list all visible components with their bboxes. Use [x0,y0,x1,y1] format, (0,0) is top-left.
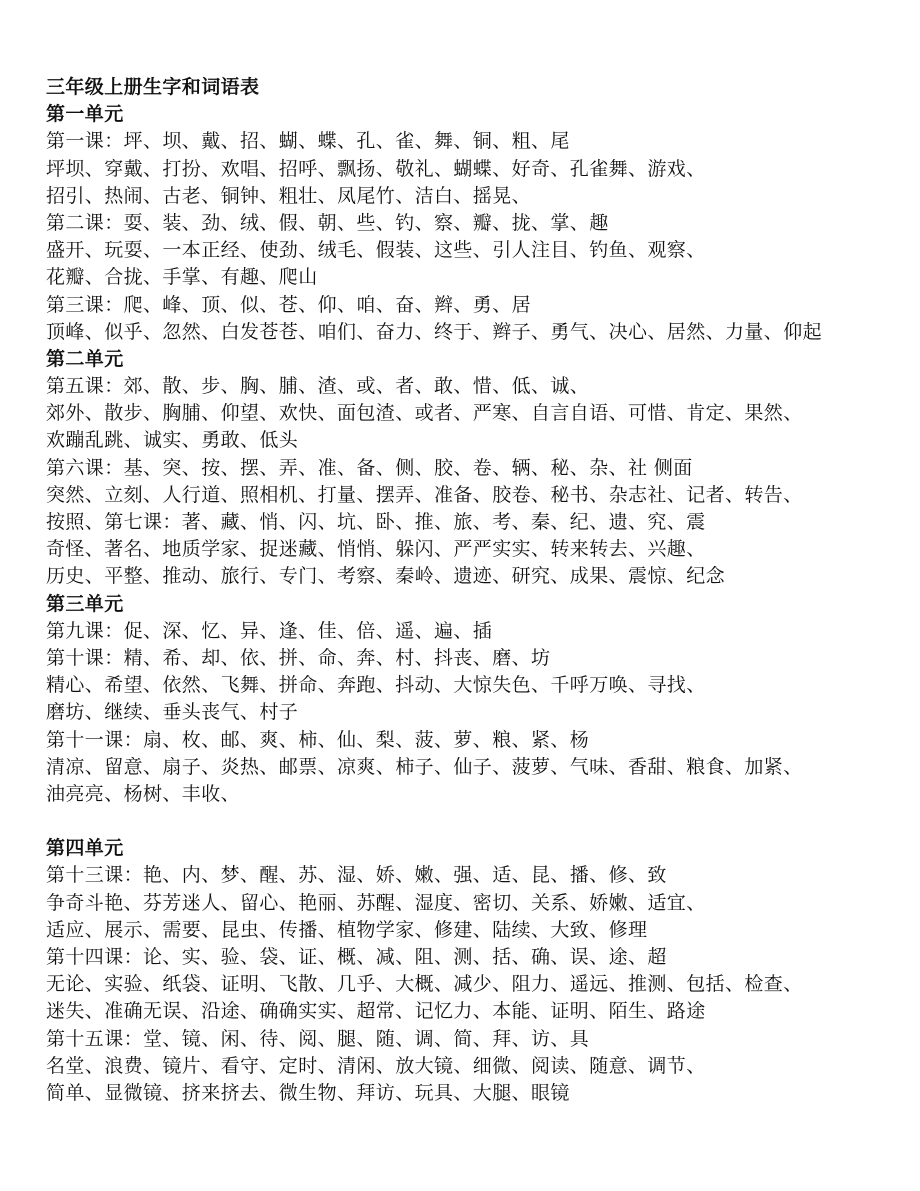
text-line: 适应、展示、需要、昆虫、传播、植物学家、修建、陆续、大致、修理 [46,918,648,941]
unit-heading: 第一单元 [46,103,124,126]
unit-heading: 第二单元 [46,347,124,370]
text-line: 名堂、浪费、镜片、看守、定时、清闲、放大镜、细微、阅读、随意、调节、 [46,1054,706,1077]
text-line: 精心、希望、依然、飞舞、拼命、奔跑、抖动、大惊失色、千呼万唤、寻找、 [46,674,706,697]
unit-heading: 第四单元 [46,837,124,860]
text-line: 第六课：基、突、按、摆、弄、准、备、侧、胶、卷、辆、秘、杂、社 侧面 [46,456,693,479]
text-line: 第九课：促、深、忆、异、逢、佳、倍、遥、遍、插 [46,619,493,642]
blank-line [46,808,876,835]
text-line: 磨坊、继续、垂头丧气、村子 [46,701,299,724]
text-line: 清凉、留意、扇子、炎热、邮票、凉爽、柿子、仙子、菠萝、气味、香甜、粮食、加紧、 [46,755,803,778]
document-page [46,74,876,1107]
text-line: 争奇斗艳、芬芳迷人、留心、艳丽、苏醒、湿度、密切、关系、娇嫩、适宜、 [46,891,706,914]
text-line: 突然、立刻、人行道、照相机、打量、摆弄、准备、胶卷、秘书、杂志社、记者、转告、 [46,483,803,506]
text-line: 迷失、准确无误、沿途、确确实实、超常、记忆力、本能、证明、陌生、路途 [46,1000,706,1023]
text-line: 简单、显微镜、挤来挤去、微生物、拜访、玩具、大腿、眼镜 [46,1081,570,1104]
text-line: 欢蹦乱跳、诚实、勇敢、低头 [46,429,299,452]
text-line: 第一课：坪、坝、戴、招、蝴、蝶、孔、雀、舞、铜、粗、尾 [46,130,570,153]
unit-heading: 第三单元 [46,592,124,615]
text-line: 第十课：精、希、却、依、拼、命、奔、村、抖丧、磨、坊 [46,646,551,669]
text-line: 油亮亮、杨树、丰收、 [46,782,241,805]
text-line: 按照、第七课：著、藏、悄、闪、坑、卧、推、旅、考、秦、纪、遗、究、震 [46,511,706,534]
text-line: 第三课：爬、峰、顶、似、苍、仰、咱、奋、辫、勇、居 [46,293,532,316]
text-line: 招引、热闹、古老、铜钟、粗壮、凤尾竹、洁白、摇晃、 [46,184,532,207]
text-line: 顶峰、似乎、忽然、白发苍苍、咱们、奋力、终于、辫子、勇气、决心、居然、力量、仰起 [46,320,823,343]
text-line: 无论、实验、纸袋、证明、飞散、几乎、大概、减少、阻力、遥远、推测、包括、检查、 [46,973,803,996]
text-line: 坪坝、穿戴、打扮、欢唱、招呼、飘扬、敬礼、蝴蝶、好奇、孔雀舞、游戏、 [46,157,706,180]
text-line: 第十一课：扇、枚、邮、爽、柿、仙、梨、菠、萝、粮、紧、杨 [46,728,590,751]
text-line: 郊外、散步、胸脯、仰望、欢快、面包渣、或者、严寒、自言自语、可惜、肯定、果然、 [46,402,803,425]
text-line: 第十三课：艳、内、梦、醒、苏、湿、娇、嫩、强、适、昆、播、修、致 [46,864,667,887]
text-line: 第十五课：堂、镜、闲、待、阅、腿、随、调、简、拜、访、具 [46,1027,590,1050]
text-line: 盛开、玩耍、一本正经、使劲、绒毛、假装、这些、引人注目、钓鱼、观察、 [46,239,706,262]
document-title: 三年级上册生字和词语表 [46,76,260,98]
text-line: 奇怪、著名、地质学家、捉迷藏、悄悄、躲闪、严严实实、转来转去、兴趣、 [46,538,706,561]
text-line: 第二课：耍、装、劲、绒、假、朝、些、钓、察、瓣、拢、掌、趣 [46,211,609,234]
text-line: 第五课：郊、散、步、胸、脯、渣、或、者、敢、惜、低、诚、 [46,375,590,398]
text-line: 历史、平整、推动、旅行、专门、考察、秦岭、遗迹、研究、成果、震惊、纪念 [46,565,726,588]
text-line: 花瓣、合拢、手掌、有趣、爬山 [46,266,318,289]
text-line: 第十四课：论、实、验、袋、证、概、减、阻、测、括、确、误、途、超 [46,946,667,969]
